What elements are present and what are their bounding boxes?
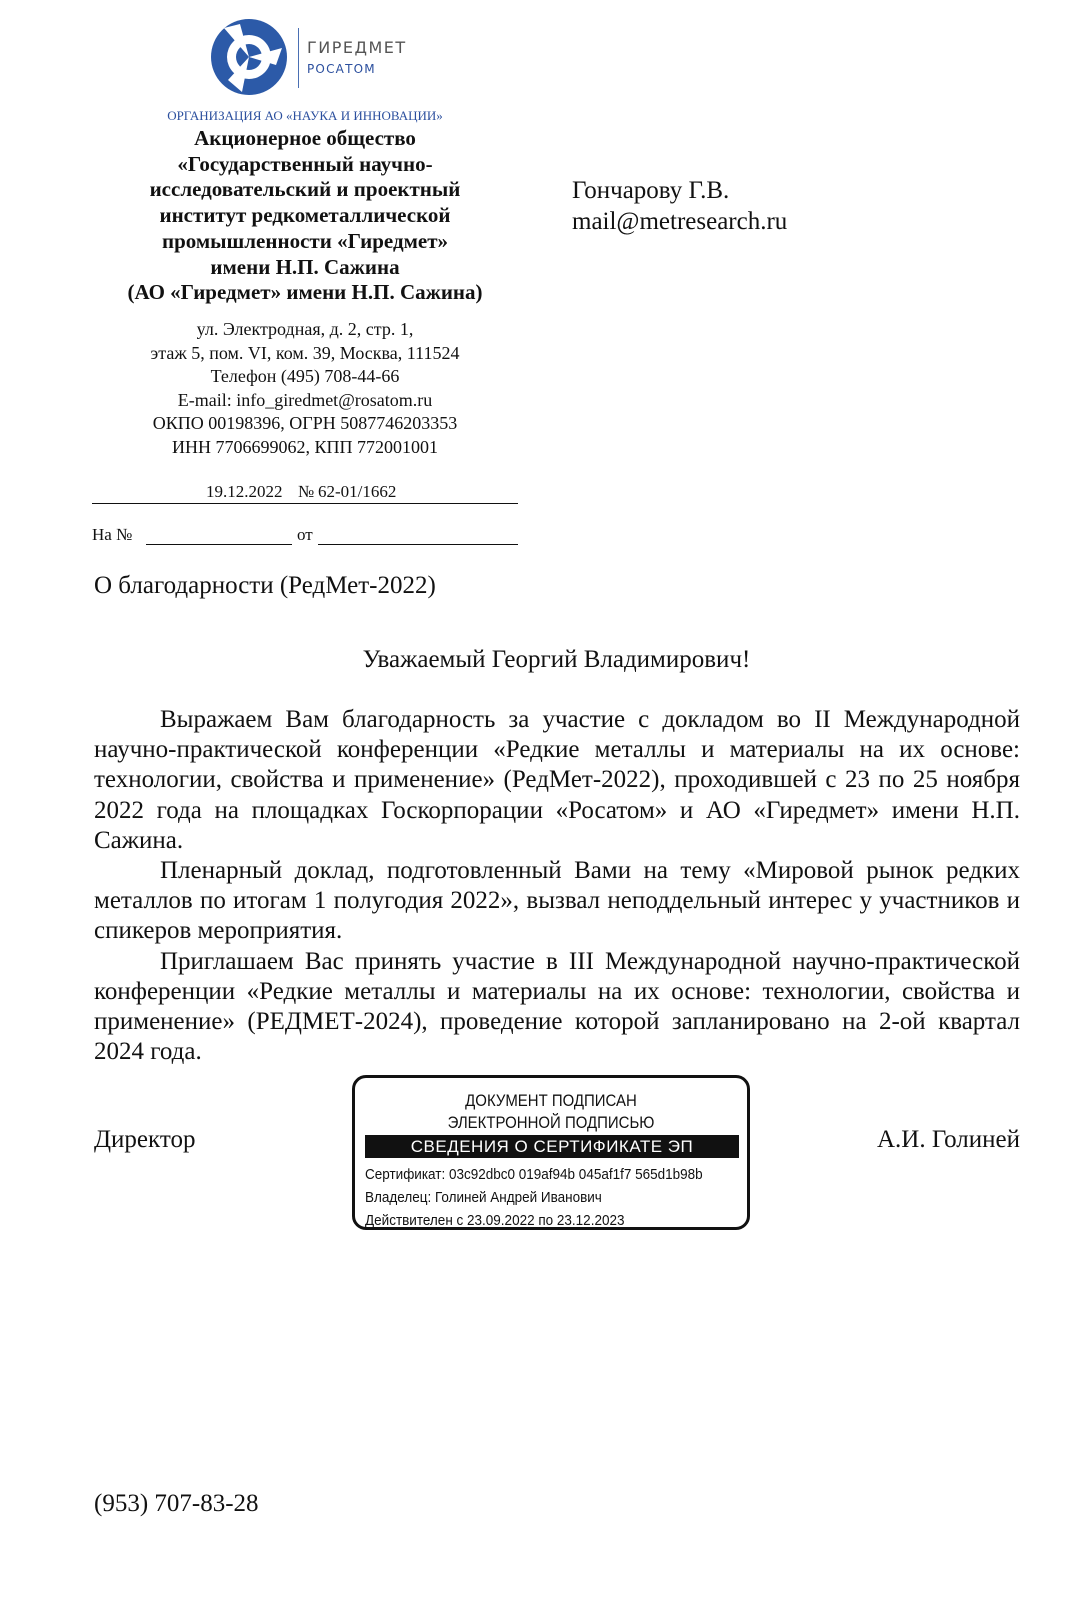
stamp-heading <box>379 1090 724 1134</box>
address-line: ИНН 7706699062, КПП 772001001 <box>171 436 438 457</box>
address-line: Телефон (495) 708-44-66 <box>210 366 400 387</box>
stamp-owner: Владелец: Голиней Андрей Иванович <box>365 1189 602 1206</box>
org-name-line: «Государственный научно- <box>177 151 433 176</box>
reference-date-blank <box>318 544 518 545</box>
recipient-name: Гончарову Г.В. <box>572 177 730 204</box>
logo-separator <box>298 28 299 88</box>
registration-number-label: № <box>298 482 315 501</box>
reference-number-label: На № <box>92 525 133 544</box>
org-name-line: институт редкометаллической <box>159 203 451 228</box>
stamp-heading-line: ЭЛЕКТРОННОЙ ПОДПИСЬЮ <box>447 1113 655 1132</box>
org-name-line: (АО «Гиредмет» имени Н.П. Сажина) <box>127 280 483 305</box>
reference-line <box>92 523 518 547</box>
body-paragraph: Приглашаем Вас принять участие в III Международной научно-практической конференции «Редкие металлы и материалы на их основе: технологии, свойства и применение» (РЕДМЕТ-2024), проведение которой запланировано на 2-ой квартал 2024 года. <box>94 947 1020 1066</box>
recipient-block <box>572 175 787 237</box>
org-name-line: исследовательский и проектный <box>149 177 461 202</box>
stamp-certificate-bar: СВЕДЕНИЯ О СЕРТИФИКАТЕ ЭП <box>365 1135 739 1158</box>
registration-line <box>92 482 518 504</box>
stamp-details <box>365 1163 741 1232</box>
registration-date: 19.12.2022 <box>206 482 283 501</box>
electronic-signature-stamp <box>352 1075 750 1230</box>
reference-date-label: от <box>297 525 313 544</box>
stamp-certificate: Сертификат: 03c92dbc0 019af94b 045af1f7 565d1b98b <box>365 1166 703 1183</box>
letter-body <box>94 705 1020 1067</box>
org-name-line: имени Н.П. Сажина <box>210 254 400 279</box>
registration-number: 62-01/1662 <box>318 482 397 501</box>
signer-title: Директор <box>94 1126 196 1153</box>
stamp-validity: Действителен с 23.09.2022 по 23.12.2023 <box>365 1212 625 1229</box>
address-line: ул. Электродная, д. 2, стр. 1, <box>196 319 414 339</box>
address-line: E-mail: info_giredmet@rosatom.ru <box>177 389 433 410</box>
org-name-line: Акционерное общество <box>194 126 416 150</box>
body-paragraph: Пленарный доклад, подготовленный Вами на тему «Мировой рынок редких металлов по итогам 1 полугодия 2022», вызвал неподдельный интерес у участников и спикеров мероприятия. <box>94 857 1020 945</box>
org-name <box>90 126 520 306</box>
letter-salutation: Уважаемый Георгий Владимирович! <box>362 646 751 673</box>
address-line: ОКПО 00198396, ОГРН 5087746203353 <box>152 413 458 434</box>
rosatom-logo-icon <box>210 18 288 96</box>
address-line: этаж 5, пом. VI, ком. 39, Москва, 111524 <box>150 342 460 363</box>
logo-name: ГИРЕДМЕТ <box>307 38 407 57</box>
letter-subject: О благодарности (РедМет-2022) <box>94 572 436 599</box>
registration-underline <box>92 503 518 504</box>
company-logo <box>210 18 410 98</box>
reference-number-blank <box>146 544 292 545</box>
recipient-email: mail@metresearch.ru <box>572 208 788 235</box>
org-name-line: промышленности «Гиредмет» <box>161 228 449 253</box>
org-address <box>90 318 520 460</box>
stamp-heading-line: ДОКУМЕНТ ПОДПИСАН <box>465 1091 637 1110</box>
org-parent-note: ОРГАНИЗАЦИЯ АО «НАУКА И ИННОВАЦИИ» <box>167 108 443 123</box>
executor-phone: (953) 707-83-28 <box>94 1490 259 1517</box>
signer-name: А.И. Голиней <box>877 1126 1020 1153</box>
logo-subtitle: РОСАТОМ <box>307 62 376 76</box>
body-paragraph: Выражаем Вам благодарность за участие с докладом во II Международной научно-практической конференции «Редкие металлы и материалы на их основе: технологии, свойства и применение» (РедМет-2022), проходившей с 23 по 25 ноября 2022 года на площадках Госкорпорации «Росатом» и АО «Гиредмет» имени Н.П. Сажина. <box>94 706 1020 854</box>
